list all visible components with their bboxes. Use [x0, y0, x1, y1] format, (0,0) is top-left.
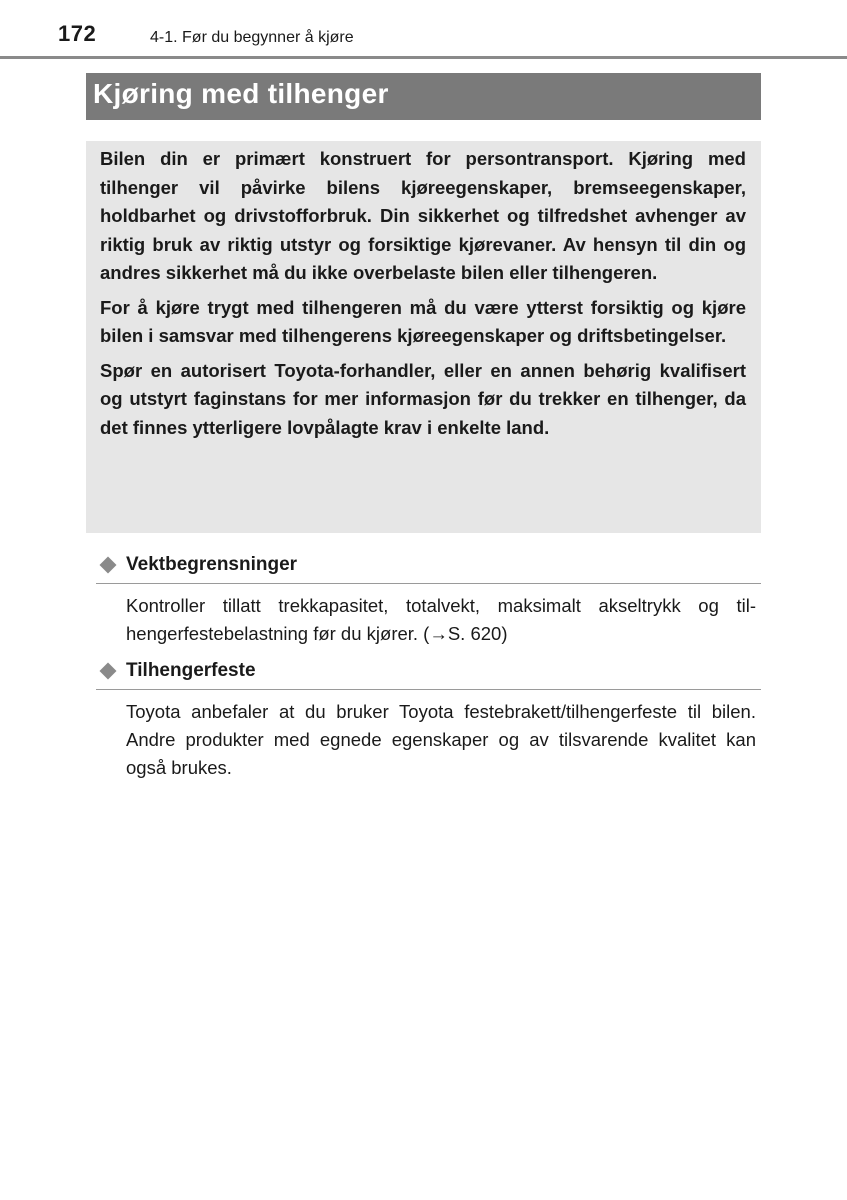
subsection-heading: [96, 553, 761, 584]
intro-text: [100, 145, 746, 448]
subsection-heading: [96, 659, 761, 690]
subsection-body: Kontroller tillatt trekkapasitet, totalvekt, maksimalt akseltrykk og tilhengerfestebelastning før du kjører. (→S. 620): [126, 595, 756, 644]
subsection-trailer-hitch: [96, 659, 761, 782]
intro-box: [86, 141, 761, 533]
chapter-title: 4-1. Før du begynner å kjøre: [150, 29, 354, 46]
section-title: Kjøring med tilhenger: [93, 78, 389, 109]
diamond-icon: [100, 557, 117, 574]
subsection-body: Toyota anbefaler at du bruker Toyota festebrakett/tilhengerfeste til bilen. Andre produkter med egnede egenskaper og av tilsvarende kvalitet kan også brukes.: [126, 701, 756, 778]
intro-paragraph-3: Spør en autorisert Toyota-forhandler, eller en annen behørig kvalifisert og utstyrt faginstans for mer informasjon før du trekker en tilhenger, da det finnes ytterligere lovpålagte krav i enkelte land.: [100, 359, 746, 438]
subsection-title: Tilhengerfeste: [126, 660, 256, 681]
page-number: 172: [58, 21, 97, 46]
subsection-weight-limits: [96, 553, 761, 648]
intro-paragraph-1: Bilen din er primært konstruert for persontransport. Kjøring med tilhenger vil påvirke bilens kjøreegenskaper, bremseegenskaper, holdbarhet og drivstofforbruk. Din sikkerhet og tilfredshet avhenger av riktig bruk av riktig utstyr og forsiktige kjørevaner. Av hensyn til din og andres sikkerhet må du ikke overbelaste bilen eller tilhengeren.: [100, 148, 746, 283]
intro-paragraph-2: For å kjøre trygt med tilhengeren må du være ytterst forsiktig og kjøre bilen i samsvar med tilhengerens kjøreegenskaper og driftsbetingelser.: [100, 296, 746, 346]
section-title-bar: [86, 73, 761, 120]
header-divider: [0, 56, 847, 59]
subsection-title: Vektbegrensninger: [126, 554, 298, 575]
diamond-icon: [100, 663, 117, 680]
page-header: [0, 0, 847, 58]
